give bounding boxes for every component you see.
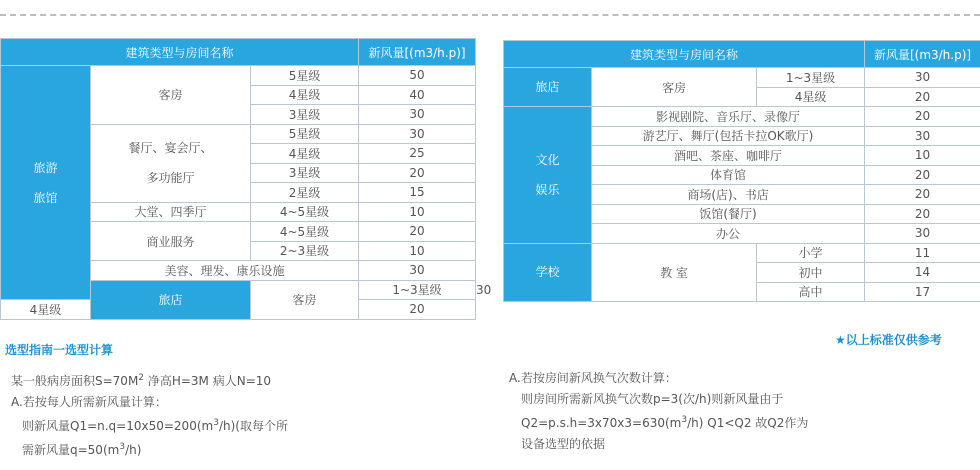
- room-beauty: 美容、理发、康乐设施: [91, 261, 359, 281]
- right-ventilation-table: [503, 40, 980, 302]
- value-cell: 30: [865, 224, 980, 244]
- left-ventilation-table: [0, 38, 492, 320]
- room-dining: 餐厅、宴会厅、 多功能厅: [91, 124, 251, 202]
- value-cell: 10: [359, 202, 476, 222]
- header-airflow: 新风量[(m3/h.p)]: [359, 39, 476, 66]
- value-cell: 20: [359, 163, 476, 183]
- calc-left-block: [11, 368, 288, 461]
- value-cell: 25: [359, 144, 476, 164]
- category-school: 学校: [504, 243, 592, 302]
- value-cell: 30: [359, 261, 476, 281]
- value-cell: 20: [865, 185, 980, 205]
- calc-line: A.若按每人所需新风量计算：: [11, 395, 167, 409]
- room-name-cell: 影视剧院、音乐厅、录像厅: [592, 107, 865, 127]
- value-cell: 20: [359, 300, 476, 320]
- grade-cell: 4~5星级: [251, 222, 359, 242]
- grade-cell: 4~5星级: [251, 202, 359, 222]
- grade-cell: 3星级: [251, 105, 359, 125]
- calc-line: 需新风量$q=50(m^3/h)$: [22, 442, 142, 457]
- grade-cell: 初中: [757, 263, 865, 283]
- category-inn: 旅店: [91, 280, 251, 319]
- value-cell: 40: [359, 85, 476, 105]
- grade-cell: 4星级: [251, 85, 359, 105]
- room-name-cell: 游艺厅、舞厅(包括卡拉OK歌厅): [592, 126, 865, 146]
- calc-right-block: [509, 368, 808, 455]
- room-name-cell: 体育馆: [592, 165, 865, 185]
- grade-cell: 3星级: [251, 163, 359, 183]
- calc-line: 则新风量$Q1=n.q=10x50=200(m^3/h)$(取每个所: [22, 418, 288, 433]
- section-title: 选型指南一选型计算: [5, 343, 114, 357]
- table-row: [504, 107, 980, 127]
- grade-cell: 2星级: [251, 183, 359, 203]
- room-classroom: 教 室: [592, 243, 757, 302]
- table-header-row: [504, 41, 980, 68]
- header-airflow: 新风量[(m3/h.p)]: [865, 41, 980, 68]
- calc-line: 某一般病房面积$S=70M^2$ 净高H=3M 病人N=10: [11, 373, 272, 388]
- grade-cell: 1~3星级: [359, 280, 476, 300]
- top-dashed-divider: [0, 14, 980, 16]
- category-culture: 文化 娱乐: [504, 107, 592, 244]
- value-cell: 10: [865, 146, 980, 166]
- value-cell: 20: [865, 204, 980, 224]
- table-row: [1, 66, 476, 86]
- value-cell: 15: [359, 183, 476, 203]
- table-header-row: [1, 39, 476, 66]
- grade-cell: 4星级: [1, 300, 91, 320]
- grade-cell: 4星级: [757, 87, 865, 107]
- room-name-cell: 办公: [592, 224, 865, 244]
- value-cell: 30: [359, 124, 476, 144]
- room-guest: 客房: [91, 66, 251, 125]
- value-cell: 20: [359, 222, 476, 242]
- table-row: 旅店 客房 1~3星级 30: [1, 280, 476, 300]
- room-inn-guest: 客房: [251, 280, 359, 319]
- room-name-cell: 酒吧、茶座、咖啡厅: [592, 146, 865, 166]
- room-name-cell: 商场(店)、书店: [592, 185, 865, 205]
- room-inn-guest: 客房: [592, 68, 757, 107]
- grade-cell: 小学: [757, 243, 865, 263]
- value-cell: 20: [865, 107, 980, 127]
- category-inn: 旅店: [504, 68, 592, 107]
- table-row: [504, 68, 980, 88]
- calc-line: 设备选型的依据: [521, 437, 606, 451]
- value-cell: 10: [359, 241, 476, 261]
- value-cell: 50: [359, 66, 476, 86]
- calc-line: $Q2=p.s.h=3x70x3=630(m^3/h)$ Q1<Q2 故Q2作为: [521, 415, 809, 430]
- value-cell: 14: [865, 263, 980, 283]
- grade-cell: 高中: [757, 282, 865, 302]
- calc-line: A.若按房间新风换气次数计算：: [509, 371, 677, 385]
- grade-cell: 1~3星级: [757, 68, 865, 88]
- value-cell: 20: [865, 165, 980, 185]
- table-row: [504, 243, 980, 263]
- grade-cell: 2~3星级: [251, 241, 359, 261]
- reference-note: ★以上标准仅供参考: [835, 333, 942, 347]
- value-cell: 30: [359, 105, 476, 125]
- grade-cell: 5星级: [251, 66, 359, 86]
- room-lobby: 大堂、四季厅: [91, 202, 251, 222]
- header-building-type: 建筑类型与房间名称: [1, 39, 359, 66]
- room-commerce: 商业服务: [91, 222, 251, 261]
- value-cell: 30: [865, 68, 980, 88]
- category-tourist-hotel: 旅游 旅馆: [1, 66, 91, 300]
- grade-cell: 4星级: [251, 144, 359, 164]
- value-cell: 17: [865, 282, 980, 302]
- header-building-type: 建筑类型与房间名称: [504, 41, 865, 68]
- value-cell: 30: [865, 126, 980, 146]
- grade-cell: 5星级: [251, 124, 359, 144]
- value-cell: 20: [865, 87, 980, 107]
- room-name-cell: 饭馆(餐厅): [592, 204, 865, 224]
- calc-line: 则房间所需新风换气次数p=3(次/h)则新风量由于: [521, 392, 784, 406]
- value-cell: 11: [865, 243, 980, 263]
